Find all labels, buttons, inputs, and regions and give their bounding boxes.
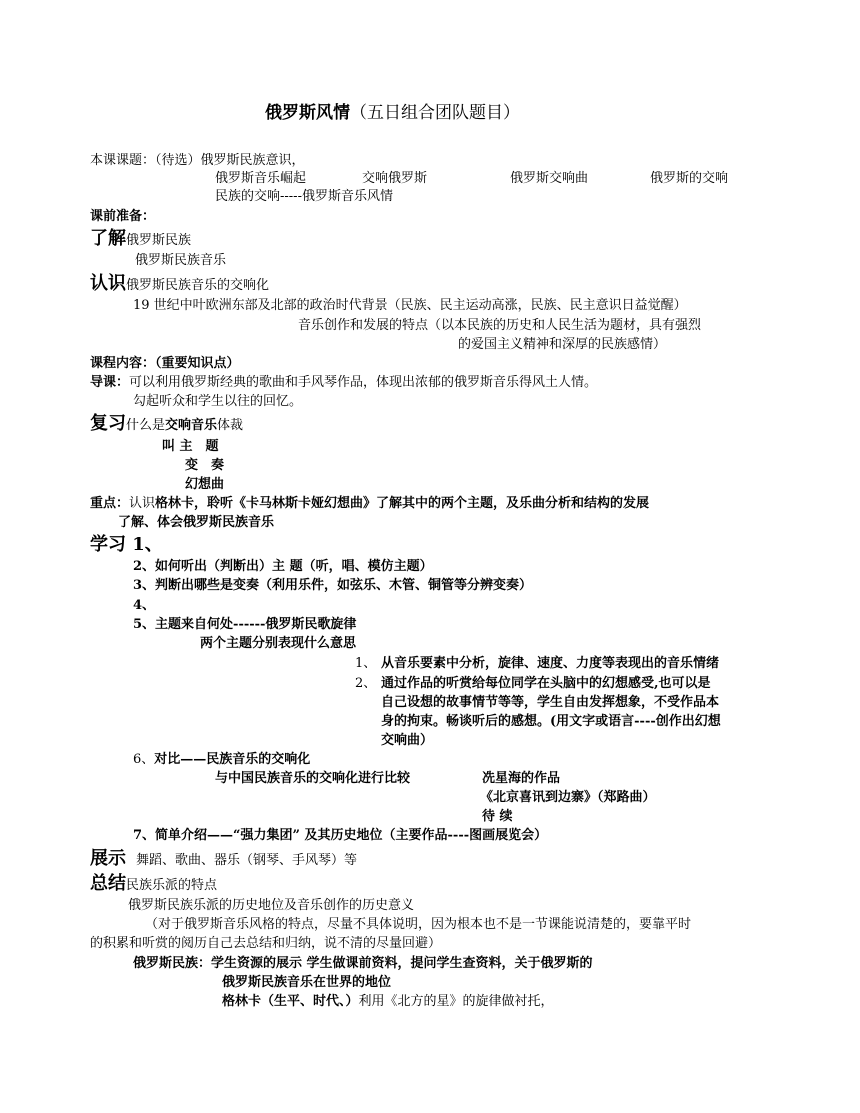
show-big: 展示 <box>90 848 126 869</box>
study-4: 4、 <box>133 598 156 613</box>
study-5-2d: 交响曲） <box>381 733 434 748</box>
review-bold: 交响音乐 <box>165 418 218 433</box>
study-5-n1: 1、 <box>355 656 377 671</box>
rec-big: 认识 <box>90 273 126 294</box>
topic-line1 <box>90 152 305 170</box>
study-6-num: 6、 <box>133 752 155 767</box>
review-rest: 体裁 <box>217 418 244 433</box>
eth-3a: 格林卡（生平、时代、） <box>222 994 359 1009</box>
key-a: 认识 <box>129 496 156 511</box>
eth-3b: 利用《北方的星》的旋律做衬托， <box>358 994 554 1009</box>
sum-1: 民族乐派的特点 <box>126 878 218 893</box>
topic-item-1: 俄罗斯音乐崛起 <box>215 171 307 186</box>
show-line <box>90 850 357 870</box>
content-heading: 课程内容：（重要知识点） <box>90 356 240 371</box>
study-6d: 《北京喜讯到边寨》（郑路曲） <box>480 790 656 805</box>
eth-1: 学生资源的展示 学生做课前资料，提问学生查资料，关于俄罗斯的 <box>211 956 593 971</box>
rec-2: 19 世纪中叶欧洲东部及北部的政治时代背景（民族、民主运动高涨，民族、民主意识日益觉醒） <box>133 298 687 313</box>
study-5: 5、主题来自何处------俄罗斯民歌旋律 <box>133 617 357 632</box>
eth-2: 俄罗斯民族音乐在世界的地位 <box>222 975 392 990</box>
review-item-2: 变 奏 <box>185 458 225 473</box>
eth-line <box>133 955 593 973</box>
sum-2: 俄罗斯民族乐派的历史地位及音乐创作的历史意义 <box>128 898 415 913</box>
sum-3: （对于俄罗斯音乐风格的特点，尽量不具体说明，因为根本也不是一节课能说清楚的，要靠平时 <box>145 917 692 932</box>
study-2: 2、如何听出（判断出）主 题（听，唱、模仿主题） <box>133 559 433 574</box>
title-bold: 俄罗斯风情 <box>265 103 350 123</box>
topic-line3: 民族的交响-----俄罗斯音乐风情 <box>215 189 393 204</box>
sum-4: 的积累和听赏的阅历自己去总结和归纳，说不清的尽量回避） <box>90 936 442 951</box>
intro-1: 可以利用俄罗斯经典的歌曲和手风琴作品，体现出浓郁的俄罗斯音乐得风土人情。 <box>129 375 598 390</box>
rec-1: 俄罗斯民族音乐的交响化 <box>126 278 270 293</box>
sum-line <box>90 875 217 895</box>
key-line <box>90 495 649 513</box>
study-5b: 两个主题分别表现什么意思 <box>200 636 357 651</box>
study-5-2a: 通过作品的听赏给每位同学在头脑中的幻想感受,也可以是 <box>381 676 711 691</box>
topic-label: 本课课题： <box>90 153 156 168</box>
topic-item-3: 俄罗斯交响曲 <box>510 171 589 186</box>
study-3: 3、判断出哪些是变奏（利用乐件，如弦乐、木管、铜管等分辨变奏） <box>133 578 533 593</box>
study-5-2c: 身的拘束。畅谈听后的感想。(用文字或语言----创作出幻想 <box>381 714 721 729</box>
study-6-line <box>133 751 310 769</box>
know-line <box>90 230 191 250</box>
review-text: 什么是 <box>126 418 166 433</box>
rec-4: 的爱国主义精神和深厚的民族感情） <box>458 337 667 352</box>
prep-heading: 课前准备： <box>90 209 156 224</box>
study-6b: 与中国民族音乐的交响化进行比较 <box>215 771 411 786</box>
topic-text: （待选）俄罗斯民族意识， <box>155 153 305 168</box>
review-item-1: 叫 主 题 <box>162 439 219 454</box>
page-title <box>265 104 520 122</box>
intro-label: 导课： <box>90 375 130 390</box>
study-5-n2: 2、 <box>355 676 377 691</box>
key-label: 重点： <box>90 496 130 511</box>
show-text: 舞蹈、歌曲、器乐（钢琴、手风琴）等 <box>136 853 358 868</box>
study-6e: 待 续 <box>482 809 513 824</box>
know-1: 俄罗斯民族 <box>126 233 192 248</box>
topic-item-4: 俄罗斯的交响 <box>650 171 729 186</box>
study-5-1: 从音乐要素中分析，旋律、速度、力度等表现出的音乐情绪 <box>381 656 720 671</box>
eth-3 <box>222 993 554 1011</box>
intro-2: 勾起听众和学生以往的回忆。 <box>133 394 303 409</box>
intro-line <box>90 374 597 392</box>
study-7: 7、简单介绍——“强力集团” 及其历史地位（主要作品----图画展览会） <box>133 828 548 843</box>
rec-3: 音乐创作和发展的特点（以本民族的历史和人民生活为题材，具有强烈 <box>298 318 702 333</box>
study-big: 学习 1、 <box>90 534 163 555</box>
rec-line <box>90 275 269 295</box>
key-b: 格林卡，聆听《卡马林斯卡娅幻想曲》了解其中的两个主题，及乐曲分析和结构的发展 <box>155 496 650 511</box>
review-item-3: 幻想曲 <box>185 477 225 492</box>
study-5-2b: 自己设想的故事情节等等，学生自由发挥想象，不受作品本 <box>381 695 720 710</box>
review-line <box>90 415 243 435</box>
study-6c: 冼星海的作品 <box>482 771 561 786</box>
topic-item-2: 交响俄罗斯 <box>362 171 428 186</box>
eth-label: 俄罗斯民族： <box>133 956 212 971</box>
review-big: 复习 <box>90 413 126 434</box>
sum-big: 总结 <box>90 873 126 894</box>
study-6: 对比——民族音乐的交响化 <box>154 752 311 767</box>
key-2: 了解、体会俄罗斯民族音乐 <box>118 515 275 530</box>
know-2: 俄罗斯民族音乐 <box>135 253 227 268</box>
know-big: 了解 <box>90 228 126 249</box>
title-rest: （五日组合团队题目） <box>350 103 520 123</box>
